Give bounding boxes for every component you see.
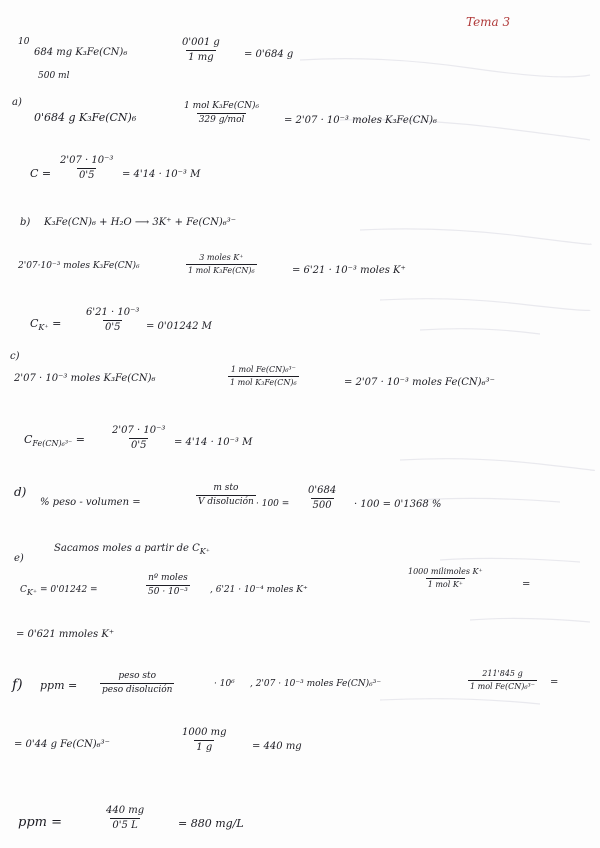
fraction-denominator: 500 (312, 500, 332, 511)
fraction-numerator: 2'07 · 10⁻³ (60, 155, 114, 166)
b-line-start: 2'07·10⁻³ moles K₃Fe(CN)₆ (18, 261, 140, 271)
fraction-denominator: 1 mol K⁺ (427, 580, 464, 589)
fraction-denominator: 1 mol K₃Fe(CN)₆ (188, 266, 255, 275)
f-mg-fraction (180, 728, 229, 753)
e-tail: = (522, 579, 531, 590)
d-ratio-fraction (196, 484, 256, 507)
f-line2-result: = 440 mg (252, 741, 302, 752)
f-final-label: ppm = (18, 815, 62, 830)
fraction-numerator: 0'001 g (182, 37, 220, 48)
f-ppm-label: ppm = (40, 679, 78, 692)
section-d-label: d) (14, 485, 27, 499)
problem-number: 10 (18, 37, 30, 47)
fraction-denominator: V disolución (198, 497, 254, 507)
fraction-denominator: 50 · 10⁻³ (148, 587, 188, 597)
c-conc-label: $C_{Fe(CN)_6^{3-}}$ = (24, 433, 85, 449)
b-reaction: K₃Fe(CN)₆ + H₂O ⟶ 3K⁺ + Fe(CN)₆³⁻ (44, 217, 237, 228)
b-conc-fraction (84, 308, 141, 333)
d-result: · 100 = 0'1368 % (354, 499, 442, 510)
fraction-numerator: 1000 mg (182, 727, 227, 738)
conversion-fraction (180, 38, 222, 63)
fraction-denominator: 1 mol Fe(CN)₆³⁻ (470, 682, 535, 691)
volume-text: 500 ml (38, 71, 70, 81)
fraction-numerator: 1 mol Fe(CN)₆³⁻ (230, 365, 296, 374)
fraction-denominator: 1 mg (188, 52, 214, 63)
d-value-fraction (306, 486, 338, 511)
a-conc-result: = 4'14 · 10⁻³ M (122, 169, 201, 180)
c-stoich-fraction (228, 366, 299, 387)
mass-text: 684 mg K₃Fe(CN)₆ (34, 47, 128, 58)
c-line-result: = 2'07 · 10⁻³ moles Fe(CN)₆³⁻ (344, 377, 495, 388)
f-mid: , 2'07 · 10⁻³ moles Fe(CN)₆³⁻ (250, 679, 382, 689)
fraction-numerator: 0'684 (308, 485, 337, 496)
a-molar-fraction (182, 102, 261, 125)
section-a-label: a) (12, 97, 22, 108)
c-conc-fraction (110, 426, 167, 451)
fraction-denominator: 1 mol K₃Fe(CN)₆ (230, 378, 297, 387)
e-conc-eq: $C_{K^+} = 0'01242$ = (20, 585, 98, 597)
fraction-numerator: 211'845 g (482, 669, 523, 678)
f-line2-start: = 0'44 g Fe(CN)₆³⁻ (14, 739, 110, 750)
f-final-fraction (104, 806, 146, 831)
fraction-denominator: 0'5 L (112, 820, 138, 831)
e-result: = 0'621 mmoles K⁺ (16, 629, 115, 640)
section-f-label: f) (12, 677, 23, 693)
conversion-result: = 0'684 g (244, 49, 294, 60)
fraction-denominator: 1 g (196, 742, 213, 753)
section-e-label: e) (14, 553, 24, 564)
fraction-numerator: peso sto (118, 671, 157, 681)
f-multiplier: · 10⁶ (214, 679, 235, 689)
fraction-numerator: nº moles (148, 573, 188, 583)
f-tail: = (550, 677, 559, 688)
b-stoich-fraction (186, 254, 257, 275)
fraction-numerator: 2'07 · 10⁻³ (112, 425, 166, 436)
fraction-denominator: 0'5 (78, 170, 95, 181)
e-intro: Sacamos moles a partir de $C_{K^+}$ (54, 543, 210, 556)
fraction-numerator: 6'21 · 10⁻³ (86, 307, 140, 318)
fraction-denominator: 0'5 (130, 440, 147, 451)
page-title: Tema 3 (466, 15, 511, 29)
fraction-denominator: peso disolución (102, 685, 173, 695)
b-conc-label: $C_{K^+}$ = (30, 317, 62, 333)
e-moles-fraction (146, 574, 190, 597)
c-line-start: 2'07 · 10⁻³ moles K₃Fe(CN)₆ (14, 373, 156, 384)
f-ppm-fraction (100, 672, 174, 695)
a-line1-start: 0'684 g K₃Fe(CN)₆ (34, 111, 137, 124)
f-final-result: = 880 mg/L (178, 817, 244, 830)
a-conc-label: C = (30, 167, 52, 180)
fraction-numerator: 3 moles K⁺ (199, 253, 244, 262)
e-mmol-fraction (406, 568, 485, 589)
b-conc-result: = 0'01242 M (146, 321, 212, 332)
d-multiplier: · 100 = (256, 499, 290, 509)
f-molar-mass-fraction (468, 670, 537, 691)
e-mid: , 6'21 · 10⁻⁴ moles K⁺ (210, 585, 308, 595)
fraction-numerator: 1000 milimoles K⁺ (408, 567, 483, 576)
fraction-denominator: 329 g/mol (198, 115, 245, 125)
a-conc-fraction (58, 156, 115, 181)
d-text: % peso - volumen = (40, 497, 141, 508)
c-conc-result: = 4'14 · 10⁻³ M (174, 437, 253, 448)
fraction-numerator: m sto (213, 483, 239, 493)
b-line-result: = 6'21 · 10⁻³ moles K⁺ (292, 265, 406, 276)
a-line1-result: = 2'07 · 10⁻³ moles K₃Fe(CN)₆ (284, 115, 438, 126)
section-b-label: b) (20, 217, 31, 228)
fraction-denominator: 0'5 (104, 322, 121, 333)
fraction-numerator: 440 mg (106, 805, 145, 816)
section-c-label: c) (10, 351, 20, 362)
fraction-numerator: 1 mol K₃Fe(CN)₆ (184, 101, 260, 111)
